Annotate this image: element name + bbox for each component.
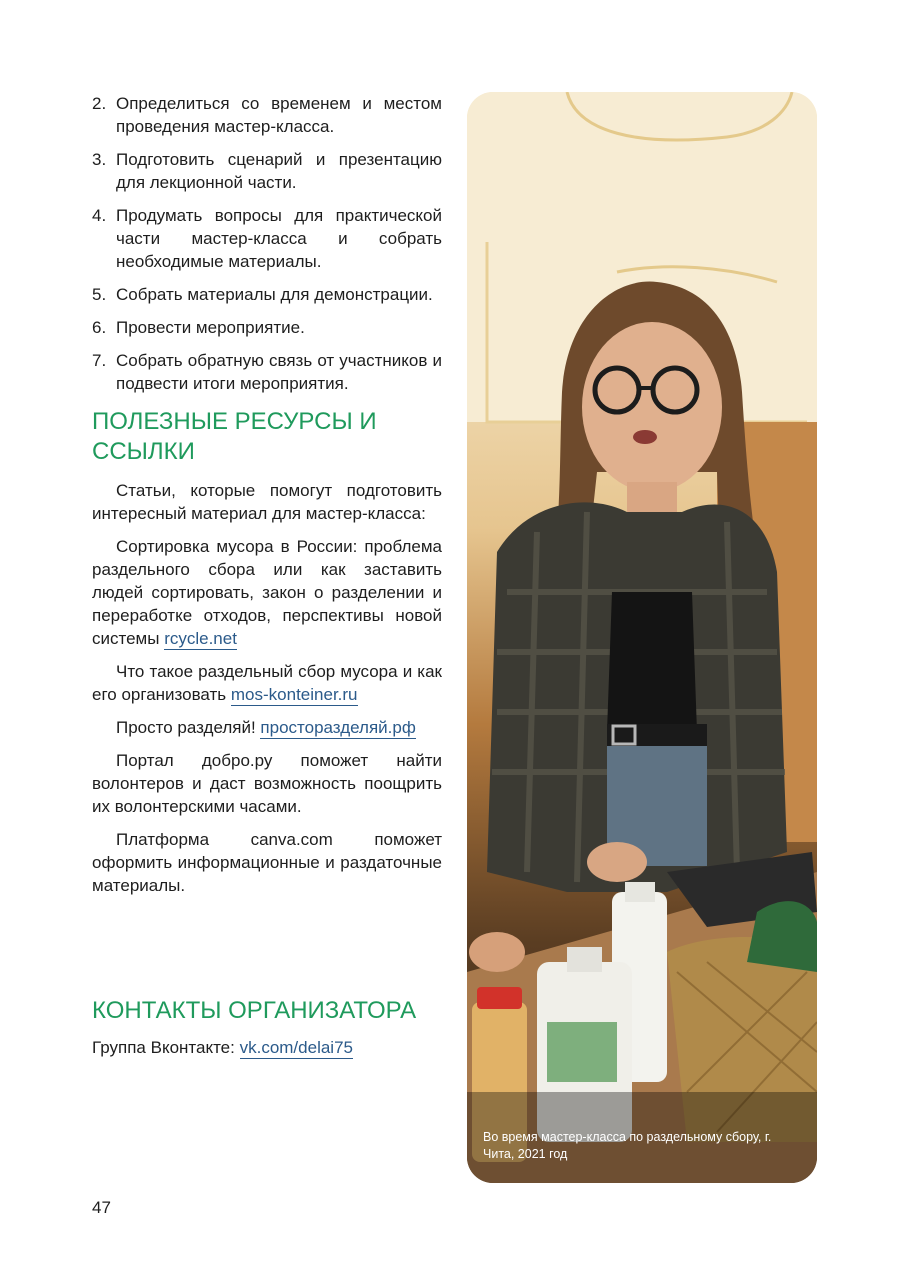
list-item: 6. Провести мероприятие. (92, 318, 305, 337)
page-number: 47 (92, 1198, 111, 1217)
resources-intro: Статьи, которые помогут подготовить интересный материал для мастер-класса: (92, 481, 442, 523)
resource-item: Сортировка мусора в России: проблема раздельного сбора или как заставить людей сортировать, закон о разделении и переработке отходов, перспективы новой системы rcycle.net (92, 537, 442, 648)
mos-konteiner-link[interactable]: mos-konteiner.ru (230, 685, 358, 704)
green-cloth (747, 901, 817, 972)
list-item: 3. Подготовить сценарий и презентацию для лекционной части. (92, 150, 442, 192)
hand (469, 932, 525, 972)
workshop-photo (467, 92, 817, 1183)
prostorazdelyai-link[interactable]: просторазделяй.рф (260, 718, 416, 737)
resource-item: Просто разделяй! просторазделяй.рф (116, 718, 416, 737)
rcycle-link[interactable]: rcycle.net (164, 629, 237, 648)
list-item: 2. Определиться со временем и местом проведения мастер-класса. (92, 94, 442, 136)
speaker-hand (587, 842, 647, 882)
steps-list (92, 92, 442, 395)
list-item: 4. Продумать вопросы для практической части мастер-класса и собрать необходимые материалы. (92, 206, 442, 271)
photo-caption: Во время мастер-класса по раздельному сбору, г. Чита, 2021 год (483, 1130, 772, 1161)
list-item: 7. Собрать обратную связь от участников и подвести итоги мероприятия. (92, 351, 442, 393)
vk-group-line: Группа Вконтакте: vk.com/delai75 (92, 1038, 353, 1057)
photo-illustration (467, 92, 817, 1183)
resource-item: Портал добро.ру поможет найти волонтеров и даст возможность поощрить их волонтерскими часами. (92, 751, 442, 816)
contacts-heading: КОНТАКТЫ ОРГАНИЗАТОРА (92, 997, 417, 1024)
resources-heading: ПОЛЕЗНЫЕ РЕСУРСЫ И ССЫЛКИ (92, 408, 377, 465)
resource-item: Что такое раздельный сбор мусора и как его организовать mos-konteiner.ru (92, 662, 442, 704)
main-text-column (92, 92, 442, 907)
vk-group-link[interactable]: vk.com/delai75 (239, 1038, 353, 1057)
list-item: 5. Собрать материалы для демонстрации. (92, 285, 433, 304)
mouth (633, 430, 657, 444)
resource-item: Платформа canva.com поможет оформить информационные и раздаточные материалы. (92, 830, 442, 895)
black-top (607, 592, 697, 732)
